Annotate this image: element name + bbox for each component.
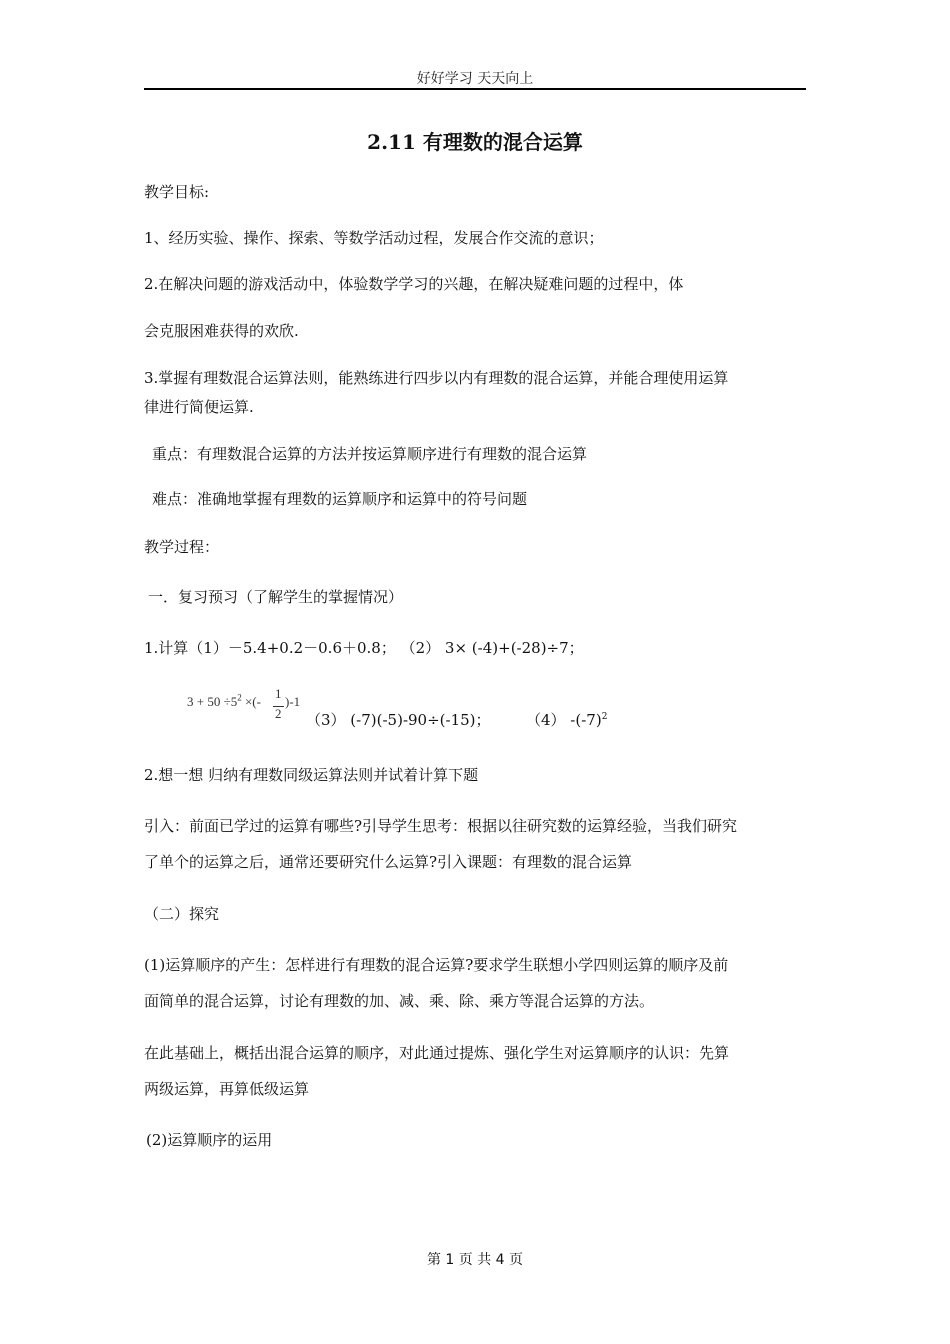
page-footer: 第 1 页 共 4 页 (426, 1252, 524, 1268)
difficulty: 难点：准确地掌握有理数的运算顺序和运算中的符号问题 (152, 490, 528, 508)
key-point: 重点：有理数混合运算的方法并按运算顺序进行有理数的混合运算 (152, 445, 588, 463)
document-title: 2.11 有理数的混合运算 (367, 130, 583, 154)
order-line-2: 面简单的混合运算，讨论有理数的加、减、乘、除、乘方等混合运算的方法。 (144, 992, 655, 1010)
objective-2-line-1: 2.在解决问题的游戏活动中，体验数学学习的兴趣，在解决疑难问题的过程中，体 (144, 275, 684, 293)
process-heading: 教学过程： (144, 538, 220, 556)
calc-item-4 (526, 710, 607, 730)
calc-item-3: （3） (-7)(-5)-90÷(-15)； (306, 711, 491, 729)
order-line-1: (1)运算顺序的产生：怎样进行有理数的混合运算?要求学生联想小学四则运算的顺序及前 (144, 956, 729, 974)
formula-image (187, 686, 317, 726)
page-header: 好好学习 天天向上 (416, 71, 534, 87)
think-prompt: 2.想一想 归纳有理数同级运算法则并试着计算下题 (144, 766, 479, 784)
section-explore: （二）探究 (144, 905, 220, 923)
formula-fraction-denominator: 2 (275, 706, 282, 721)
basis-line-1: 在此基础上，概括出混合运算的顺序，对此通过提炼、强化学生对运算顺序的认识：先算 (144, 1044, 730, 1062)
formula-exponent: 2 (237, 692, 242, 703)
formula-prefix: 3 + 50 ÷5 (187, 694, 238, 709)
intro-line-1: 引入：前面已学过的运算有哪些?引导学生思考：根据以往研究数的运算经验，当我们研究 (144, 817, 738, 835)
formula-middle: ×(- (241, 694, 261, 709)
header-divider (144, 88, 806, 90)
basis-line-2: 两级运算，再算低级运算 (144, 1080, 310, 1098)
intro-line-2: 了单个的运算之后，通常还要研究什么运算?引入课题：有理数的混合运算 (144, 853, 633, 871)
calc-item-4-exponent: 2 (601, 712, 608, 722)
section-review: 一．复习预习（了解学生的掌握情况） (148, 588, 404, 606)
formula-fraction-numerator: 1 (275, 686, 282, 701)
calc-line-1: 1.计算（1）－5.4+0.2－0.6＋0.8； （2） 3× (-4)+(-28)÷7； (144, 639, 584, 657)
calc-item-4-text: （4） -(-7) (526, 711, 602, 729)
formula-suffix: )-1 (285, 694, 301, 709)
objective-3-line-1: 3.掌握有理数混合运算法则，能熟练进行四步以内有理数的混合运算，并能合理使用运算 (144, 369, 729, 387)
objective-1: 1、经历实验、操作、探索、等数学活动过程，发展合作交流的意识； (144, 229, 604, 247)
objective-3-line-2: 律进行简便运算. (144, 398, 254, 416)
order-usage: (2)运算顺序的运用 (146, 1131, 273, 1149)
objective-2-line-2: 会克服困难获得的欢欣. (144, 322, 299, 340)
objectives-heading: 教学目标: (144, 183, 210, 201)
